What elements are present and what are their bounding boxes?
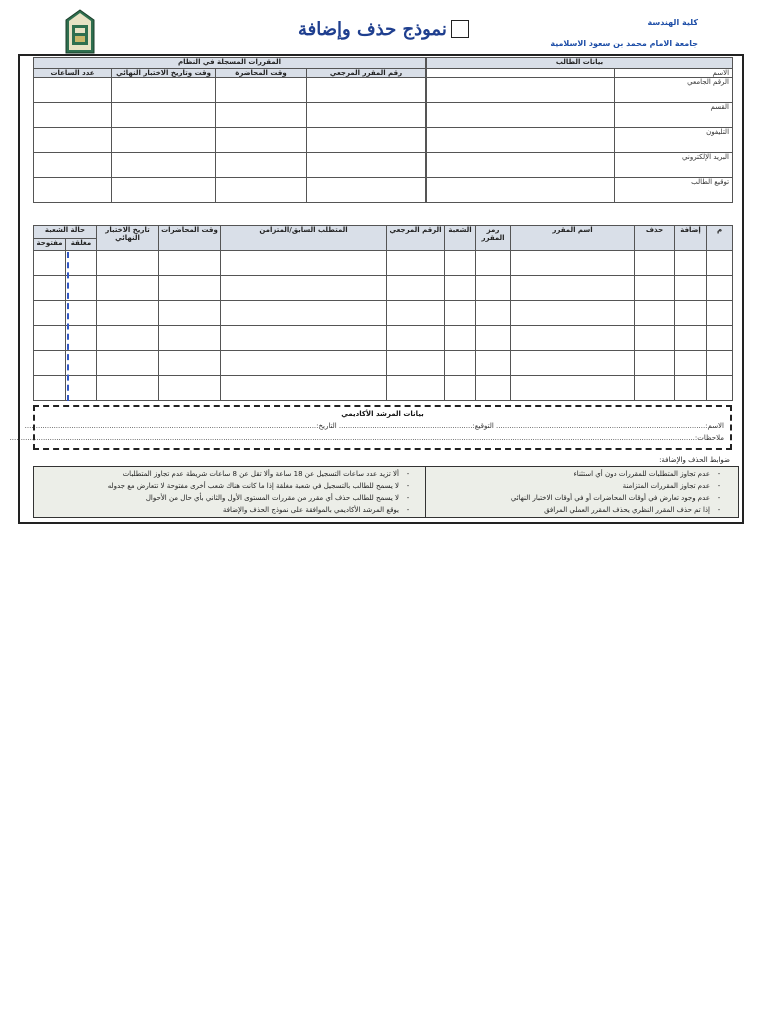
cell[interactable]	[159, 326, 221, 351]
cell[interactable]	[707, 251, 733, 276]
cell[interactable]	[34, 301, 66, 326]
cell[interactable]	[221, 276, 387, 301]
cell[interactable]	[707, 376, 733, 401]
cell[interactable]	[675, 351, 707, 376]
cell[interactable]	[387, 301, 445, 326]
cell[interactable]	[216, 153, 307, 178]
cell[interactable]	[66, 326, 97, 351]
cell[interactable]	[307, 153, 426, 178]
col-lecture-time: وقت المحاضرة	[216, 69, 307, 78]
cell[interactable]	[159, 376, 221, 401]
form-title	[298, 14, 469, 44]
col-hours: عدد الساعات	[34, 69, 112, 78]
cell[interactable]	[511, 301, 635, 326]
list-item: - عدم وجود تعارض في أوقات المحاضرات أو في أوقات الاختبار النهائي	[426, 492, 738, 504]
university-logo-icon	[63, 9, 97, 55]
cell[interactable]	[387, 276, 445, 301]
registered-courses-table	[33, 57, 426, 203]
student-email-label: البريد الإلكتروني	[615, 153, 733, 178]
student-info-title: بيانات الطالب	[427, 58, 733, 69]
student-phone-value[interactable]	[427, 128, 615, 153]
cell[interactable]	[112, 178, 216, 203]
cell[interactable]	[216, 178, 307, 203]
advisor-name-label: الاسم:	[705, 422, 724, 430]
table-row	[34, 78, 426, 103]
table-row	[34, 276, 733, 301]
advisor-notes-label: ملاحظات:	[694, 434, 724, 442]
rules-title: ضوابط الحذف والإضافة:	[659, 456, 730, 464]
col-status-open: مفتوحة	[34, 238, 66, 251]
cell[interactable]	[635, 351, 675, 376]
cell[interactable]	[34, 178, 112, 203]
table-row	[34, 376, 733, 401]
list-item: - لا يسمح للطالب حذف أي مقرر من مقررات المستوى الأول والثاني بأي حال من الأحوال	[34, 492, 427, 504]
cell[interactable]	[112, 103, 216, 128]
col-number: م	[707, 226, 733, 251]
cell[interactable]	[216, 103, 307, 128]
table-row	[34, 128, 426, 153]
cell[interactable]	[511, 376, 635, 401]
table-row	[34, 326, 733, 351]
cell[interactable]	[112, 128, 216, 153]
cell[interactable]	[307, 103, 426, 128]
col-section-status: حالة الشعبة	[34, 226, 97, 239]
cell[interactable]	[511, 326, 635, 351]
cell[interactable]	[66, 301, 97, 326]
rules-box	[33, 466, 739, 518]
student-name-value[interactable]	[427, 69, 615, 78]
cell[interactable]	[707, 351, 733, 376]
cell[interactable]	[707, 301, 733, 326]
cell[interactable]	[159, 276, 221, 301]
col-lecture-times: وقت المحاضرات	[159, 226, 221, 251]
cell[interactable]	[511, 351, 635, 376]
list-item: - يوقع المرشد الأكاديمي بالموافقة على نموذج الحذف والإضافة	[34, 504, 427, 516]
cell[interactable]	[97, 251, 159, 276]
cell[interactable]	[675, 326, 707, 351]
cell[interactable]	[675, 276, 707, 301]
list-item: - ألا تزيد عدد ساعات التسجيل عن 18 ساعة وألا تقل عن 8 ساعات شريطة عدم تجاوز المتطلبات	[34, 468, 427, 480]
cell[interactable]	[112, 153, 216, 178]
cell[interactable]	[511, 251, 635, 276]
table-row	[34, 301, 733, 326]
col-prerequisite: المتطلب السابق/المتزامن	[221, 226, 387, 251]
list-item: - عدم تجاوز المتطلبات للمقررات دون أي استثناء	[426, 468, 738, 480]
cell[interactable]	[476, 351, 511, 376]
table-row	[34, 103, 426, 128]
cell[interactable]	[34, 351, 66, 376]
cell[interactable]	[34, 376, 66, 401]
cell[interactable]	[221, 301, 387, 326]
cell[interactable]	[635, 301, 675, 326]
col-final-exam-date: تاريخ الاختبار النهائي	[97, 226, 159, 251]
table-row	[34, 178, 426, 203]
cell[interactable]	[635, 276, 675, 301]
cell[interactable]	[97, 276, 159, 301]
cell[interactable]	[707, 326, 733, 351]
table-row	[34, 351, 733, 376]
cell[interactable]	[476, 326, 511, 351]
cell[interactable]	[66, 376, 97, 401]
cell[interactable]	[66, 351, 97, 376]
title-checkbox[interactable]	[451, 20, 469, 38]
cell[interactable]	[66, 251, 97, 276]
cell[interactable]	[445, 251, 476, 276]
student-signature-label: توقيع الطالب	[615, 178, 733, 203]
university-name: جامعة الامام محمد بن سعود الاسلامية	[550, 39, 698, 48]
cell[interactable]	[34, 103, 112, 128]
cell[interactable]	[34, 153, 112, 178]
university-header	[550, 12, 698, 54]
form-title-text: نموذج حذف وإضافة	[298, 18, 447, 40]
student-email-value[interactable]	[427, 153, 615, 178]
cell[interactable]	[476, 276, 511, 301]
cell[interactable]	[635, 251, 675, 276]
cell[interactable]	[34, 128, 112, 153]
cell[interactable]	[387, 351, 445, 376]
cell[interactable]	[221, 326, 387, 351]
cell[interactable]	[34, 326, 66, 351]
cell[interactable]	[445, 301, 476, 326]
cell[interactable]	[307, 128, 426, 153]
student-name-label: الاسم	[615, 69, 733, 78]
student-id-value[interactable]	[427, 78, 615, 103]
cell[interactable]	[34, 276, 66, 301]
cell[interactable]	[445, 326, 476, 351]
cell[interactable]	[445, 276, 476, 301]
col-status-closed: مغلقة	[66, 238, 97, 251]
rules-right-column	[425, 467, 738, 517]
cell[interactable]	[34, 251, 66, 276]
cell[interactable]	[307, 178, 426, 203]
cell[interactable]	[221, 251, 387, 276]
table-row	[34, 251, 733, 276]
cell[interactable]	[159, 301, 221, 326]
cell[interactable]	[387, 326, 445, 351]
cell[interactable]	[476, 251, 511, 276]
advisor-section	[9, 405, 732, 450]
list-item: - إذا تم حذف المقرر النظري يحذف المقرر العملي المرافق	[426, 504, 738, 516]
college-name: كلية الهندسة	[647, 18, 698, 27]
student-info-table	[426, 57, 733, 203]
advisor-date-label: التاريخ:	[316, 422, 337, 430]
col-section: الشعبة	[445, 226, 476, 251]
col-course-name: اسم المقرر	[511, 226, 635, 251]
cell[interactable]	[221, 351, 387, 376]
advisor-line-1: الاسم:.............................................................................................. التوقيع:............................................................ التاريخ:...................................................................................................................................	[24, 422, 724, 430]
cell[interactable]	[675, 251, 707, 276]
student-dept-label: القسم	[615, 103, 733, 128]
cell[interactable]	[307, 78, 426, 103]
col-reference-number: رقم المقرر المرجعي	[307, 69, 426, 78]
col-exam-time: وقت وتاريخ الاختبار النهائي	[112, 69, 216, 78]
col-ref-number: الرقم المرجعي	[387, 226, 445, 251]
cell[interactable]	[221, 376, 387, 401]
status-divider	[67, 252, 69, 401]
student-phone-label: التليفون	[615, 128, 733, 153]
cell[interactable]	[216, 78, 307, 103]
list-item: - عدم تجاوز المقررات المتزامنة	[426, 480, 738, 492]
cell[interactable]	[445, 376, 476, 401]
advisor-line-2: ملاحظات:....................................................................................................................................................................................................................................................................................................................	[9, 434, 724, 442]
cell[interactable]	[97, 351, 159, 376]
advisor-title: بيانات المرشد الأكاديمي	[341, 410, 424, 418]
cell[interactable]	[707, 276, 733, 301]
cell[interactable]	[511, 276, 635, 301]
cell[interactable]	[216, 128, 307, 153]
cell[interactable]	[159, 251, 221, 276]
cell[interactable]	[97, 376, 159, 401]
col-drop: حذف	[635, 226, 675, 251]
cell[interactable]	[445, 351, 476, 376]
cell[interactable]	[635, 376, 675, 401]
student-dept-value[interactable]	[427, 103, 615, 128]
table-row	[34, 153, 426, 178]
cell[interactable]	[476, 301, 511, 326]
cell[interactable]	[34, 78, 112, 103]
col-course-code: رمز المقرر	[476, 226, 511, 251]
cell[interactable]	[675, 301, 707, 326]
cell[interactable]	[387, 376, 445, 401]
cell[interactable]	[159, 351, 221, 376]
cell[interactable]	[635, 326, 675, 351]
cell[interactable]	[675, 376, 707, 401]
cell[interactable]	[66, 276, 97, 301]
student-signature-value[interactable]	[427, 178, 615, 203]
list-item: - لا يسمح للطالب بالتسجيل في شعبة مغلقة إذا ما كانت هناك شعب أخرى مفتوحة لا تتعارض مع جدوله	[34, 480, 427, 492]
add-drop-courses-table	[33, 225, 733, 401]
cell[interactable]	[112, 78, 216, 103]
cell[interactable]	[97, 301, 159, 326]
cell[interactable]	[97, 326, 159, 351]
registered-title: المقررات المسجلة في النظام	[34, 58, 426, 69]
col-add: إضافة	[675, 226, 707, 251]
advisor-signature-label: التوقيع:	[472, 422, 494, 430]
cell[interactable]	[387, 251, 445, 276]
rules-left-column	[34, 467, 427, 517]
cell[interactable]	[476, 376, 511, 401]
student-id-label: الرقم الجامعي	[615, 78, 733, 103]
